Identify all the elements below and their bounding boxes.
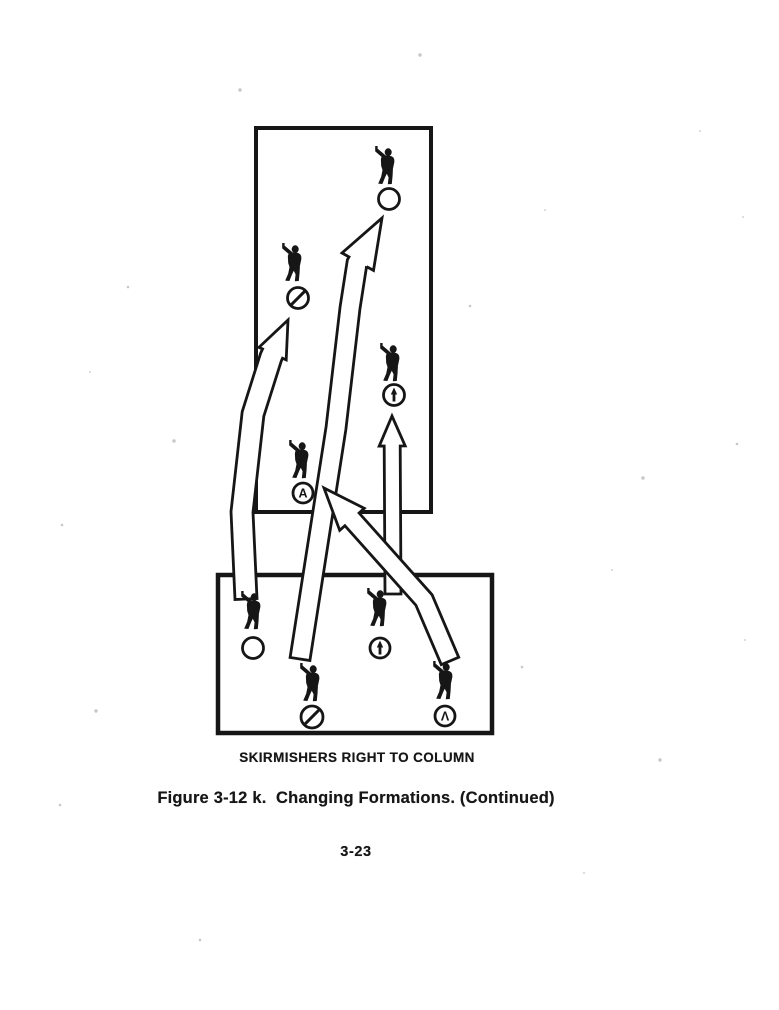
unit-column-third-rifleman: [380, 343, 404, 406]
speckle: [583, 872, 585, 874]
speckle: [418, 53, 421, 56]
marker-letter: A: [298, 486, 308, 501]
speckle: [238, 88, 241, 91]
soldier-icon: [367, 588, 386, 626]
speckle: [521, 666, 524, 669]
page-number: 3-23: [340, 844, 372, 860]
circle-letter-marker-icon: [435, 706, 455, 726]
unit-column-second-rifleman: [282, 243, 308, 309]
soldier-icon: [300, 663, 319, 701]
speckle: [641, 476, 644, 479]
speckle: [611, 569, 613, 571]
speckle: [127, 286, 130, 289]
speckle: [94, 709, 97, 712]
speckle: [658, 758, 661, 761]
scan-noise: [59, 53, 746, 941]
unit-line-rifleman-caret: [433, 661, 455, 726]
speckle: [172, 439, 175, 442]
speckle: [742, 216, 744, 218]
speckle: [544, 209, 546, 211]
soldier-icon: [380, 343, 399, 381]
circle-letter-marker-icon: [293, 483, 313, 503]
soldier-icon: [433, 661, 452, 699]
figure-caption: Figure 3-12 k. Changing Formations. (Continued): [157, 789, 555, 807]
unit-line-rifleman-slash: [300, 663, 323, 728]
circle-slash-marker-icon: [301, 706, 323, 728]
speckle: [61, 524, 64, 527]
speckle: [699, 130, 701, 132]
soldier-icon: [375, 146, 394, 184]
movement-arrow-to-second: [231, 320, 288, 600]
speckle: [736, 443, 739, 446]
speckle: [199, 939, 202, 942]
circle-arrow-marker-icon: [384, 385, 405, 406]
unit-line-rifleman-arrow: [367, 588, 390, 658]
unit-line-rifleman-circle: [241, 591, 263, 659]
unit-column-fourth-rifleman: [289, 440, 313, 503]
speckle: [59, 804, 62, 807]
speckle: [744, 639, 746, 641]
speckle: [89, 371, 91, 373]
speckle: [469, 305, 472, 308]
circle-marker-icon: [243, 638, 264, 659]
unit-column-lead-rifleman: [375, 146, 399, 210]
circle-arrow-marker-icon: [370, 638, 390, 658]
soldier-icon: [241, 591, 260, 629]
marker-letter: Λ: [440, 709, 450, 724]
soldier-icon: [289, 440, 308, 478]
soldier-icon: [282, 243, 301, 281]
circle-marker-icon: [379, 189, 400, 210]
circle-slash-marker-icon: [288, 288, 309, 309]
diagram-title: SKIRMISHERS RIGHT TO COLUMN: [239, 750, 475, 765]
